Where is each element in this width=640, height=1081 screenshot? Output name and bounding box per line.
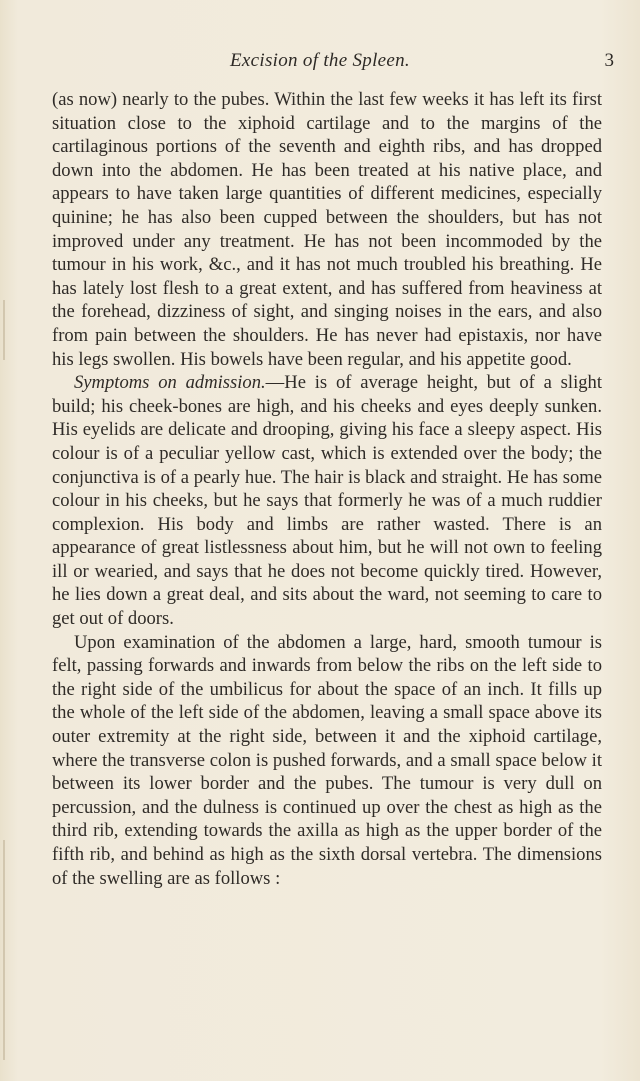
binding-edge-shadow xyxy=(3,840,5,1060)
page-number: 3 xyxy=(604,50,614,71)
body-text xyxy=(52,88,602,890)
binding-edge-shadow xyxy=(3,300,5,360)
paragraph-continuation xyxy=(52,88,602,371)
paragraph-text: (as now) nearly to the pubes. Within the last few weeks it has left its first situation close to the xiphoid cartilage and to the margins of the cartilaginous portions of the seventh and eighth ribs, and has dropped down into the abdomen. He has been treated at his native place, and appears to have taken large quantities of different medicines, especially quinine; he has also been cupped between the shoulders, but has not improved under any treatment. He has not been incommoded by the tumour in his work, &c., and it has not much troubled his breathing. He has lately lost flesh to a great extent, and has suffered from heaviness at the forehead, dizziness of sight, and singing noises in the ears, and also from pain between the shoulders. He has never had epistaxis, nor have his legs swollen. His bowels have been regular, and his appetite good. xyxy=(52,89,602,370)
paragraph-lead-heading: Symptoms on admission. xyxy=(74,372,266,394)
page-header xyxy=(0,50,640,74)
paragraph-examination xyxy=(52,631,602,891)
paragraph-text: Upon examination of the abdomen a large, hard, smooth tumour is felt, passing forwards and inwards from below the ribs on the left side to the right side of the umbilicus for about the space of an inch. It fills up the whole of the left side of the abdomen, leaving a small space above its outer extremity at the right side, between it and the xiphoid cartilage, where the transverse colon is pushed forwards, and a small space below it between its lower border and the pubes. The tumour is very dull on percussion, and the dulness is continued up over the chest as high as the third rib, extending towards the axilla as high as the upper border of the fifth rib, and behind as high as the sixth dorsal vertebra. The dimensions of the swelling are as follows : xyxy=(52,631,602,889)
paragraph-symptoms xyxy=(52,371,602,631)
running-title: Excision of the Spleen. xyxy=(230,50,410,71)
paragraph-text: —He is of average height, but of a slight build; his cheek-bones are high, and his cheeks and eyes deeply sunken. His eyelids are delicate and drooping, giving his face a sleepy aspect. His colour is of a peculiar yellow cast, which is extended over the body; the conjunctiva is of a pearly hue. The hair is black and straight. He has some colour in his cheeks, but he says that formerly he was of a much ruddier complexion. His body and limbs are rather wasted. There is an appearance of great listlessness about him, but he will not own to feeling ill or wearied, and says that he does not become quickly tired. However, he lies down a great deal, and sits about the ward, not seeming to care to get out of doors. xyxy=(52,372,602,630)
